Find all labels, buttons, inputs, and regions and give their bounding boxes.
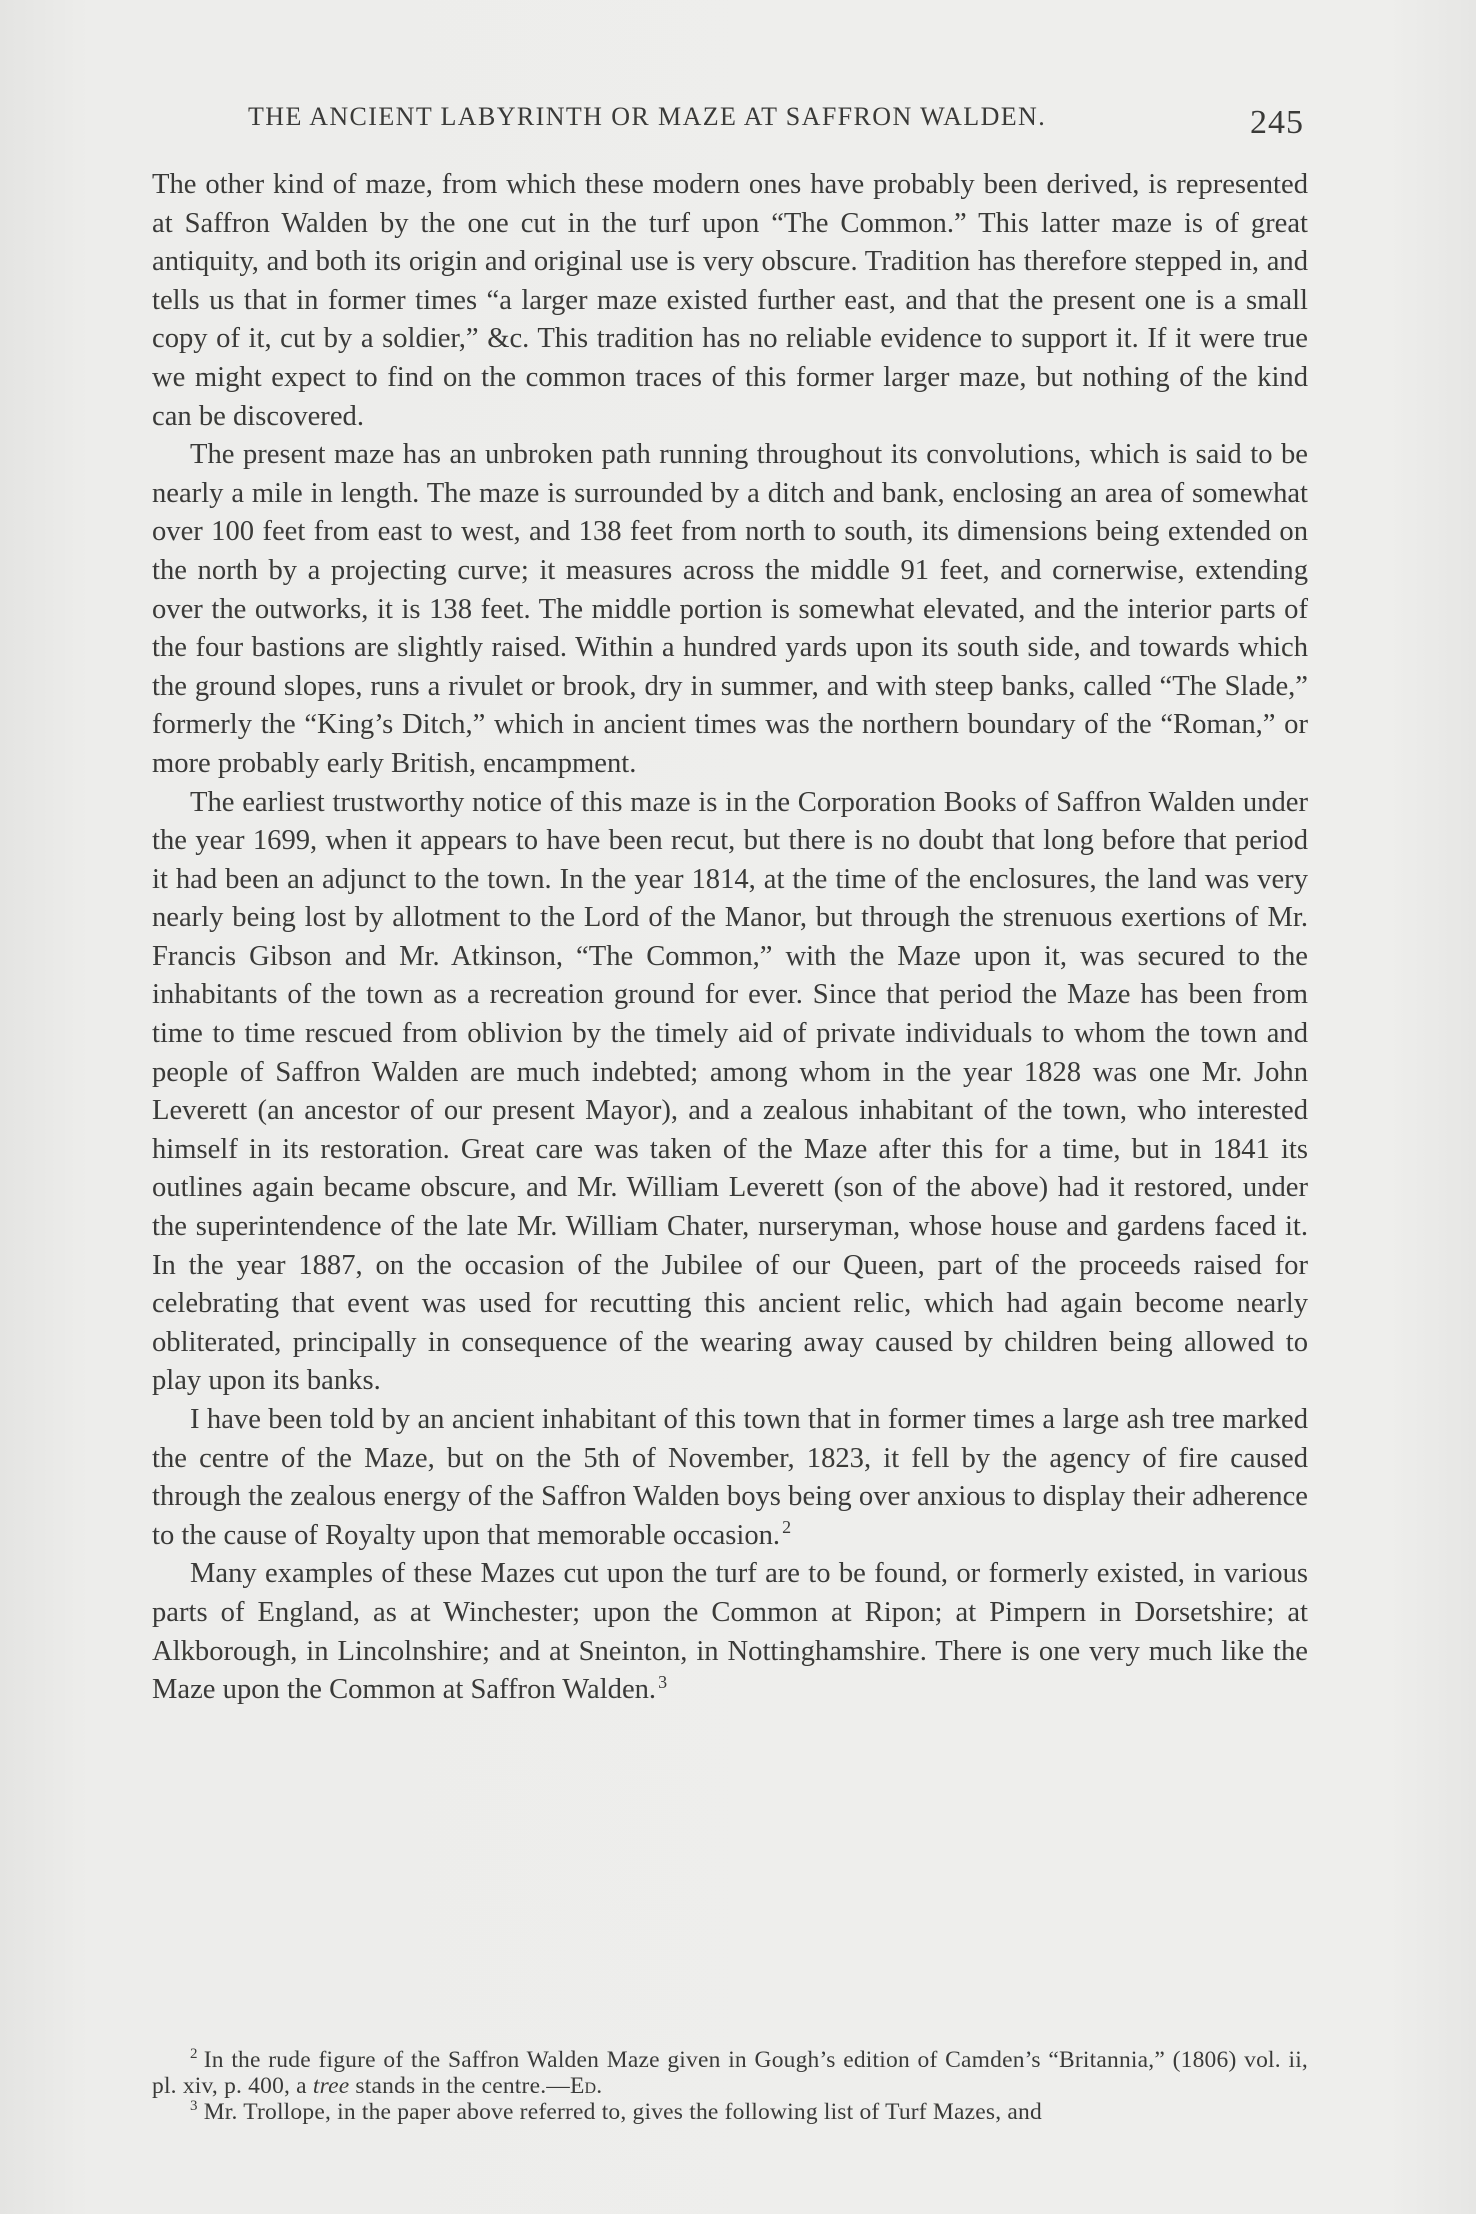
paragraph-text: The present maze has an unbroken path running throughout its convolutions, which is said to be nearly a mile in length. The maze is surrounded by a ditch and bank, enclosing an area of somewhat over 100 feet from east to west, and 138 feet from north to south, its dimensions being extended on the north by a projecting curve; it measures across the middle 91 feet, and cornerwise, extending over the outworks, it is 138 feet. The middle portion is somewhat elevated, and the interior parts of the four bastions are slightly raised. Within a hundred yards upon its south side, and towards which the ground slopes, runs a rivulet or brook, dry in summer, and with steep banks, called “The Slade,” formerly the “King’s Ditch,” which in ancient times was the northern boundary of the “Roman,” or more probably early British, encampment. [152, 439, 1308, 779]
running-head [152, 92, 1308, 142]
paragraph-4 [152, 1401, 1308, 1555]
footnote-mark: 2 [190, 2046, 198, 2063]
footnote-reference-3[interactable]: 3 [658, 1671, 668, 1692]
paragraph-text: The earliest trustworthy notice of this maze is in the Corporation Books of Saffron Walden under the year 1699, when it appears to have been recut, but there is no doubt that long before that period it had been an adjunct to the town. In the year 1814, at the time of the enclosures, the land was very nearly being lost by allotment to the Lord of the Manor, but through the strenuous exertions of Mr. Francis Gibson and Mr. Atkinson, “The Common,” with the Maze upon it, was secured to the inhabitants of the town as a recreation ground for ever. Since that period the Maze has been from time to time rescued from oblivion by the timely aid of private individuals to whom the town and people of Saffron Walden are much indebted; among whom in the year 1828 was one Mr. John Leverett (an ancestor of our present Mayor), and a zealous inhabitant of the town, who interested himself in its restoration. Great care was taken of the Maze after this for a time, but in 1841 its outlines again became obscure, and Mr. William Leverett (son of the above) had it restored, under the superintendence of the late Mr. William Chater, nurseryman, whose house and gardens faced it. In the year 1887, on the occasion of the Jubilee of our Queen, part of the proceeds raised for celebrating that event was used for recutting this ancient relic, which had again become nearly obliterated, principally in consequence of the wearing away caused by children being allowed to play upon its banks. [152, 786, 1308, 1397]
paragraph-3 [152, 784, 1308, 1402]
footnote-reference-2[interactable]: 2 [782, 1517, 792, 1538]
paragraph-2 [152, 436, 1308, 783]
footnote-text-end: stands in the centre.— [349, 2073, 570, 2099]
paragraph-1 [152, 166, 1308, 436]
footnote-2 [152, 2047, 1308, 2099]
editor-signature: Ed. [569, 2073, 603, 2099]
footnote-text: In the rude figure of the Saffron Walden Maze given in Gough’s edition of Camden’s “Britannia,” (1806) vol. ii, pl. xiv, p. 400, a [152, 2047, 1308, 2099]
paragraph-text: Many examples of these Mazes cut upon the turf are to be found, or formerly existed, in various parts of England, as at Winchester; upon the Common at Ripon; at Pimpern in Dorsetshire; at Alkborough, in Lincolnshire; and at Sneinton, in Nottinghamshire. There is one very much like the Maze upon the Common at Saffron Walden. [152, 1558, 1308, 1706]
paragraph-5 [152, 1555, 1308, 1709]
paragraph-text: The other kind of maze, from which these modern ones have probably been derived, is represented at Saffron Walden by the one cut in the turf upon “The Common.” This latter maze is of great antiquity, and both its origin and original use is very obscure. Tradition has therefore stepped in, and tells us that in former times “a larger maze existed further east, and that the present one is a small copy of it, cut by a soldier,” &c. This tradition has no reliable evidence to support it. If it were true we might expect to find on the common traces of this former larger maze, but nothing of the kind can be discovered. [152, 169, 1308, 432]
footnote-text: Mr. Trollope, in the paper above referred to, gives the following list of Turf Mazes, and [203, 2099, 1042, 2125]
footnote-3 [152, 2099, 1308, 2125]
footnote-mark: 3 [190, 2098, 198, 2115]
page-number: 245 [1250, 104, 1304, 141]
body-text [152, 166, 1308, 1710]
footnotes [152, 2047, 1308, 2125]
footnote-italic-word: tree [312, 2073, 350, 2099]
running-head-title: THE ANCIENT LABYRINTH OR MAZE AT SAFFRON WALDEN. [248, 102, 1047, 131]
paragraph-text: I have been told by an ancient inhabitant of this town that in former times a large ash tree marked the centre of the Maze, but on the 5th of November, 1823, it fell by the agency of fire caused through the zealous energy of the Saffron Walden boys being over anxious to display their adherence to the cause of Royalty upon that memorable occasion. [152, 1404, 1308, 1551]
